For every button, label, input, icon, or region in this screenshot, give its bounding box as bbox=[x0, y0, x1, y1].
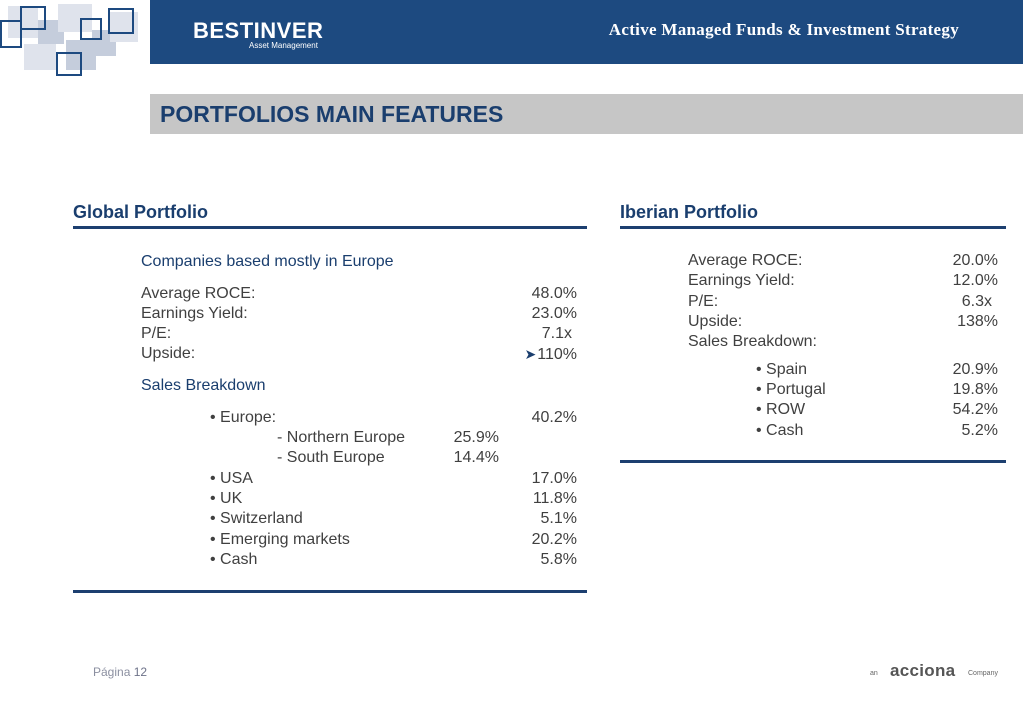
global-metric-value: 48.0% bbox=[531, 285, 577, 302]
header-tagline: Active Managed Funds & Investment Strategy bbox=[608, 20, 959, 39]
global-metric-value: 7.1x bbox=[541, 325, 572, 342]
header bbox=[0, 0, 1023, 64]
iberian-metric-label: Average ROCE: bbox=[688, 252, 803, 269]
iberian-region-label: • ROW bbox=[756, 401, 806, 418]
logo-sub-text: Asset Management bbox=[249, 41, 318, 50]
global-sales-title: Sales Breakdown bbox=[141, 377, 266, 394]
page-title: PORTFOLIOS MAIN FEATURES bbox=[160, 101, 504, 127]
global-top-rule bbox=[73, 226, 587, 229]
iberian-region-label: • Portugal bbox=[756, 381, 826, 398]
iberian-sales-title: Sales Breakdown: bbox=[688, 333, 817, 350]
logo-main-text: BESTINVER bbox=[193, 18, 324, 43]
decorative-squares bbox=[0, 0, 150, 80]
global-bottom-rule bbox=[73, 590, 587, 593]
global-region-label: • Switzerland bbox=[210, 510, 303, 527]
global-region-label: • UK bbox=[210, 490, 243, 507]
global-region-value: 5.8% bbox=[540, 551, 577, 568]
iberian-metric-value: 12.0% bbox=[952, 272, 998, 289]
global-region-value: 11.8% bbox=[532, 490, 577, 507]
brand-suffix: Company bbox=[968, 670, 998, 677]
iberian-region-value: 54.2% bbox=[952, 401, 998, 418]
page-number: 12 bbox=[133, 665, 148, 679]
iberian-region-value: 5.2% bbox=[961, 422, 998, 439]
global-region-label: • Europe: bbox=[210, 409, 277, 426]
iberian-metric-label: Earnings Yield: bbox=[688, 272, 795, 289]
iberian-top-rule bbox=[620, 226, 1006, 229]
global-metric-label: P/E: bbox=[141, 325, 172, 342]
iberian-bottom-rule bbox=[620, 460, 1006, 463]
global-metric-label: Upside: bbox=[141, 345, 196, 362]
global-subregion-value: 14.4% bbox=[453, 449, 499, 466]
page-footer bbox=[93, 665, 147, 679]
global-region-label: • Emerging markets bbox=[210, 531, 350, 548]
global-metric-label: Average ROCE: bbox=[141, 285, 256, 302]
global-portfolio-title: Global Portfolio bbox=[73, 202, 208, 222]
iberian-metric-label: Upside: bbox=[688, 313, 743, 330]
brand-name: acciona bbox=[890, 661, 956, 680]
iberian-region-value: 19.8% bbox=[952, 381, 998, 398]
global-region-value: 40.2% bbox=[531, 409, 577, 426]
brand-prefix: an bbox=[870, 670, 878, 677]
global-subtitle: Companies based mostly in Europe bbox=[141, 253, 394, 270]
global-subregion-label: - Northern Europe bbox=[277, 429, 406, 446]
iberian-metric-value: 20.0% bbox=[952, 252, 998, 269]
iberian-portfolio-title: Iberian Portfolio bbox=[620, 202, 759, 222]
global-region-label: • USA bbox=[210, 470, 253, 487]
iberian-region-label: • Spain bbox=[756, 361, 807, 378]
iberian-metric-value: 6.3x bbox=[961, 293, 992, 310]
global-subregion-label: - South Europe bbox=[277, 449, 385, 466]
page-label: Página bbox=[93, 665, 131, 679]
iberian-metric-label: P/E: bbox=[688, 293, 719, 310]
iberian-region-value: 20.9% bbox=[952, 361, 998, 378]
acciona-logo bbox=[870, 658, 1005, 688]
global-region-value: 5.1% bbox=[540, 510, 577, 527]
arrow-right-icon: ➤ bbox=[524, 346, 537, 362]
global-region-label: • Cash bbox=[210, 551, 258, 568]
global-region-value: 20.2% bbox=[531, 531, 577, 548]
iberian-metric-value: 138% bbox=[957, 313, 998, 330]
global-subregion-value: 25.9% bbox=[453, 429, 499, 446]
bestinver-logo bbox=[193, 20, 323, 50]
global-upside-text: 110% bbox=[537, 346, 577, 363]
global-upside-value bbox=[477, 344, 577, 365]
title-bar bbox=[150, 94, 1023, 134]
global-region-value: 17.0% bbox=[531, 470, 577, 487]
global-metric-value: 23.0% bbox=[531, 305, 577, 322]
iberian-region-label: • Cash bbox=[756, 422, 804, 439]
global-metric-label: Earnings Yield: bbox=[141, 305, 248, 322]
